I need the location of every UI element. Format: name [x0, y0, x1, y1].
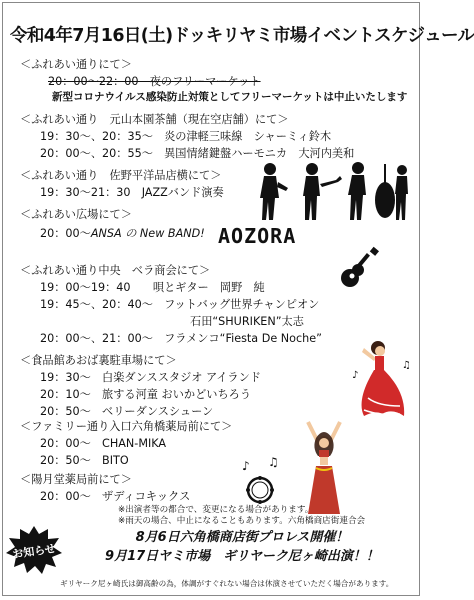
section-header-bera-shokai: ＜ふれあい通り中央 ベラ商会にて＞	[20, 264, 211, 277]
notice-badge-label: お知らせ	[11, 542, 57, 561]
cancellation-notice: 新型コロナウイルス感染防止対策としてフリーマーケットは中止いたします	[52, 91, 408, 103]
item-time: 20：00〜	[40, 227, 91, 240]
section-header-fureai: ＜ふれあい通りにて＞	[20, 58, 132, 71]
schedule-item: 19：30〜 白楽ダンススタジオ アイランド	[40, 371, 261, 384]
jazz-band-illustration	[250, 160, 420, 222]
schedule-item: 19：30〜21：30 JAZZバンド演奏	[40, 186, 224, 199]
banner-line: 8月6日六角橋商店街プロレス開催！	[135, 530, 349, 545]
section-header-fureai-hiroba: ＜ふれあい広場にて＞	[20, 208, 132, 221]
schedule-item: 19：00〜19：40 唄とギター 岡野 純	[40, 281, 265, 294]
schedule-item-performer: 石田“SHURIKEN”太志	[190, 315, 304, 328]
event-banner	[68, 528, 416, 566]
tambourine-icon	[236, 456, 286, 506]
schedule-item: 20：00〜 ザディコキックス	[40, 490, 191, 503]
schedule-item: 20：00〜、21：00〜 フラメンコ“Fiesta De Noche”	[40, 332, 322, 345]
note-change: ※出演者等の都合で、変更になる場合があります。	[118, 505, 314, 515]
schedule-item: 20：50〜 ベリーダンスシューン	[40, 405, 214, 418]
cancelled-flea-market: 20：00〜22：00 夜のフリーマーケット	[48, 75, 261, 88]
page-title: 令和4年7月16日(土)ドッキリヤミ市場イベントスケジュール	[10, 26, 474, 46]
footer-note: ギリヤーク尼ヶ崎氏は御高齢の為，体調がすぐれない場合は休演させていただく場合があります。	[60, 579, 394, 588]
guitar-icon	[338, 246, 382, 290]
section-header-aoba: ＜食品館あおば裏駐車場にて＞	[20, 354, 177, 367]
section-header-family-dori: ＜ファミリー通り入口六角橋薬局前にて＞	[20, 420, 233, 433]
schedule-item: 19：30〜、20：35〜 炎の津軽三味線 シャーミィ鈴木	[40, 130, 332, 143]
band-name-aozora: AOZORA	[218, 224, 297, 248]
svg-text:♪: ♪	[242, 459, 250, 473]
svg-text:♫: ♫	[268, 455, 279, 469]
schedule-item: 19：45〜、20：40〜 フットバッグ世界チャンピオン	[40, 298, 320, 311]
svg-text:♫: ♫	[402, 360, 411, 371]
section-header-yougetsudo: ＜陽月堂薬局前にて＞	[20, 473, 132, 486]
schedule-item: 20：50〜 BITO	[40, 454, 129, 467]
flamenco-dancer-illustration	[344, 338, 416, 420]
schedule-item	[40, 227, 205, 240]
banner-line: 9月17日ヤミ市場 ギリヤーク尼ヶ崎出演！！	[105, 549, 379, 564]
schedule-item: 20：00〜 CHAN-MIKA	[40, 437, 167, 450]
section-header-sanohira: ＜ふれあい通り 佐野平洋品店横にて＞	[20, 169, 222, 182]
item-performer: ANSA の New BAND!	[90, 227, 205, 240]
svg-text:♪: ♪	[352, 370, 359, 381]
section-header-motoyamamoto: ＜ふれあい通り 元山本園茶舗（現在空店舗）にて＞	[20, 113, 289, 126]
schedule-item: 20：00〜、20：55〜 異国情緒鍵盤ハーモニカ 大河内美和	[40, 147, 355, 160]
note-rain: ※雨天の場合、中止になることもあります。六角橋商店街連合会	[118, 516, 366, 526]
schedule-item: 20：10〜 旅する河童 おいかどいちろう	[40, 388, 252, 401]
